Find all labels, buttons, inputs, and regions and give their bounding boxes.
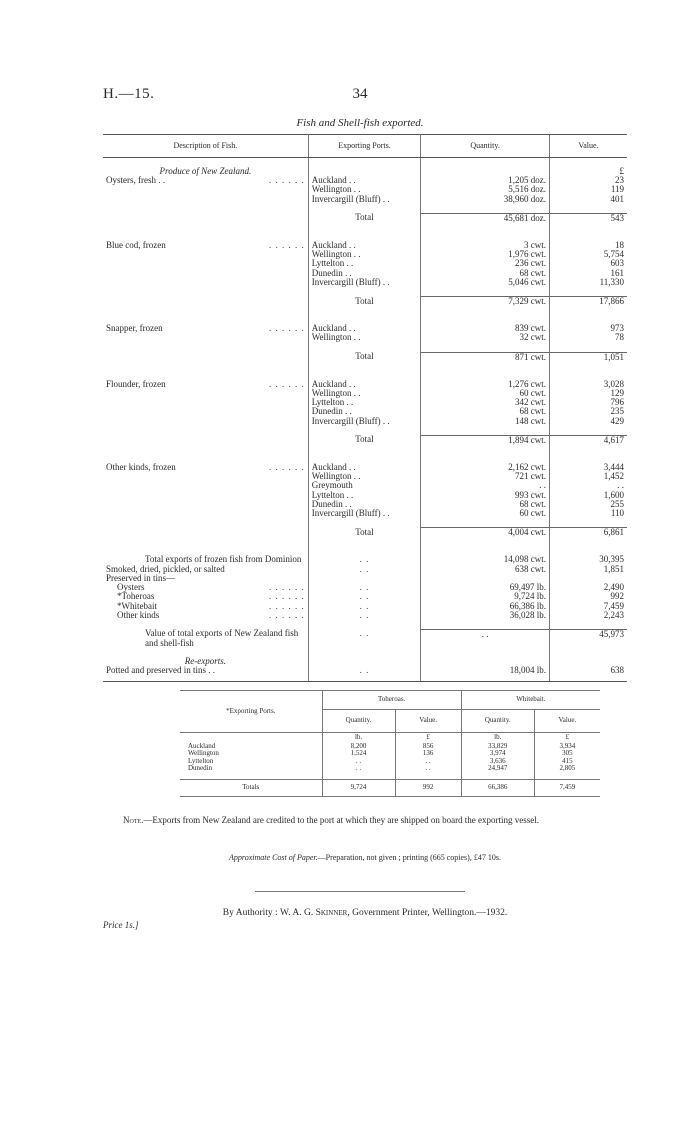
divider-rule [255, 891, 465, 892]
exporting-port: Wellington . . [308, 185, 421, 194]
spacer-cell [549, 204, 627, 214]
table-row [103, 417, 627, 426]
table-row [103, 472, 627, 481]
tins-dots: . . [308, 602, 421, 611]
spacer-cell [421, 204, 550, 214]
group-total-qty: 7,329 cwt. [421, 297, 550, 307]
table-row [103, 333, 627, 342]
quantity-cell: 5,046 cwt. [421, 278, 550, 287]
fish-description-blank [103, 389, 308, 398]
spacer-cell [549, 362, 627, 380]
report-reference: H.—15. [103, 86, 155, 102]
tins-row [103, 611, 627, 620]
quantity-cell: 1,205 doz. [421, 176, 550, 185]
fish-description-blank [103, 491, 308, 500]
spacer-cell [103, 426, 308, 436]
col-value: Value. [549, 135, 627, 158]
group-total-qty: 1,894 cwt. [421, 435, 550, 445]
fish-description-blank [103, 185, 308, 194]
fish-description-blank [103, 213, 308, 223]
value-cell: 235 [610, 406, 624, 417]
price-label: Price 1s.] [103, 920, 139, 930]
quantity-cell: 68 cwt. [421, 269, 550, 278]
exporting-port: Lyttelton . . [308, 398, 421, 407]
quantity-cell: 1,276 cwt. [421, 380, 550, 389]
leader-dots: . . . . . . [268, 600, 305, 611]
spacer-cell [549, 426, 627, 436]
frozen-total-qty: 14,098 cwt. [421, 555, 550, 564]
cost-line [100, 853, 630, 862]
sub-col-toheroas: Toheroas. [322, 691, 461, 710]
value-cell: 129 [610, 388, 624, 399]
reexport-dots: . . [308, 666, 421, 675]
spacer-cell [103, 287, 308, 297]
quantity-cell: 148 cwt. [421, 417, 550, 426]
sub-unit-lb: lb. [461, 733, 534, 744]
sub-col-whitebait: Whitebait. [461, 691, 600, 710]
quantity-cell: 2,162 cwt. [421, 463, 550, 472]
value-cell: 161 [610, 267, 624, 278]
reexport-label: Potted and preserved in tins . . [103, 666, 308, 675]
table-row [103, 509, 627, 518]
fish-exports-table [103, 134, 627, 682]
spacer-cell [103, 362, 308, 380]
fish-description: Blue cod, frozen . . . . . . [103, 241, 308, 250]
spacer-cell [308, 362, 421, 380]
quantity-cell: 839 cwt. [421, 324, 550, 333]
sub-whitebait-qty-cell: 3,974 [461, 750, 534, 757]
value-cell: 3,444 [603, 462, 624, 473]
preserved-heading: Preserved in tins— [103, 574, 308, 583]
bottom-rule-cell [103, 675, 308, 682]
table-row [103, 259, 627, 268]
exporting-port: Invercargill (Bluff) . . [308, 195, 421, 204]
group-total-row [103, 528, 627, 538]
tins-dots: . . [308, 611, 421, 620]
total-label: Total [308, 213, 421, 223]
value-cell: 401 [610, 193, 624, 204]
exporting-port: Auckland . . [308, 463, 421, 472]
sub-toheroas-value: Value. [395, 710, 461, 733]
quantity-cell: 993 cwt. [421, 491, 550, 500]
exporting-port: Invercargill (Bluff) . . [308, 278, 421, 287]
leader-dots: . . . . . . [268, 462, 305, 473]
sub-whitebait-qty-cell: 3,636 [461, 758, 534, 765]
sub-col-ports: *Exporting Ports. [180, 691, 322, 733]
sub-table-row [180, 758, 600, 765]
value-cell: 18 [615, 240, 624, 251]
spacer-cell [549, 537, 627, 555]
group-total-value: 1,051 [549, 352, 627, 362]
table-row [103, 389, 627, 398]
grand-total-row [103, 629, 627, 647]
leader-dots: . . . . . . [268, 175, 305, 186]
leader-dots: . . . . . . [268, 378, 305, 389]
fish-description: Other kinds, frozen . . . . . . [103, 463, 308, 472]
exporting-port: Dunedin . . [308, 407, 421, 416]
tins-value: 2,490 [603, 582, 624, 593]
spacer-cell [421, 426, 550, 436]
sub-whitebait-qty-cell: 24,947 [461, 765, 534, 772]
exporting-port: Lyttelton . . [308, 259, 421, 268]
reexport-row [103, 666, 627, 675]
sub-totals-tv: 992 [395, 779, 461, 796]
spacer-cell [103, 223, 308, 241]
sub-unit-pound: £ [534, 733, 600, 744]
group-total-row [103, 352, 627, 362]
spacer-cell [421, 343, 550, 353]
value-cell: 429 [610, 415, 624, 426]
fish-description-blank [103, 352, 308, 362]
tins-value: 2,243 [603, 609, 624, 620]
spacer-cell [549, 306, 627, 324]
spacer-cell [421, 648, 550, 657]
note-label: Note. [123, 815, 144, 825]
spacer-cell [549, 648, 627, 657]
smoked-dots: . . [308, 565, 421, 574]
sub-whitebait-value-cell: 2,805 [534, 765, 600, 772]
spacer-cell [421, 223, 550, 241]
sub-port: Dunedin [188, 764, 213, 773]
table-row [103, 491, 627, 500]
spacer-cell [103, 204, 308, 214]
leader-dots: . . . . . . [268, 582, 305, 593]
fish-description-blank [103, 500, 308, 509]
table-row [103, 250, 627, 259]
sub-port: Lyttelton [188, 756, 214, 765]
exporting-port: Dunedin . . [308, 269, 421, 278]
cost-label: Approximate Cost of Paper. [229, 853, 318, 862]
smoked-value: 1,851 [603, 563, 624, 574]
spacer-cell [421, 445, 550, 463]
col-quantity: Quantity. [421, 135, 550, 158]
spacer-cell [421, 306, 550, 324]
table-row [103, 324, 627, 333]
authority-suffix: Government Printer, Wellington.—1932. [352, 908, 508, 918]
group-total-qty: 45,681 doz. [421, 213, 550, 223]
sub-whitebait-value-cell: 305 [534, 750, 600, 757]
fish-description-blank [103, 333, 308, 342]
table-row [103, 380, 627, 389]
exporting-port: Invercargill (Bluff) . . [308, 417, 421, 426]
value-cell: 5,754 [603, 249, 624, 260]
value-cell: 119 [610, 184, 624, 195]
frozen-total-label: Total exports of frozen fish from Dominion [103, 555, 308, 564]
sub-whitebait-value: Value. [534, 710, 600, 733]
exporting-port: Auckland . . [308, 241, 421, 250]
fish-description-blank [103, 509, 308, 518]
exporting-port: Auckland . . [308, 176, 421, 185]
fish-description: Oysters, fresh . . . . . . . . [103, 176, 308, 185]
fish-description: Flounder, frozen . . . . . . [103, 380, 308, 389]
value-cell: 110 [610, 508, 624, 519]
quantity-cell: 60 cwt. [421, 389, 550, 398]
sub-toheroas-value-cell: 856 [395, 743, 461, 750]
bottom-rule-cell [421, 675, 550, 682]
spacer-cell [549, 620, 627, 630]
spacer-cell [308, 648, 421, 657]
fish-description: Snapper, frozen . . . . . . [103, 324, 308, 333]
quantity-cell: 3 cwt. [421, 241, 550, 250]
spacer-cell [549, 445, 627, 463]
value-cell: 1,600 [603, 489, 624, 500]
sub-unit-lb: lb. [322, 733, 395, 744]
smoked-label: Smoked, dried, pickled, or salted [103, 565, 308, 574]
sub-totals-wq: 66,386 [461, 779, 534, 796]
fish-description-blank [103, 417, 308, 426]
fish-description-blank [103, 297, 308, 307]
smoked-qty: 638 cwt. [421, 565, 550, 574]
grand-total-qty: . . [421, 629, 550, 647]
tins-label: *Toheroas . . . . . . [103, 592, 308, 601]
sub-toheroas-value-cell: 136 [395, 750, 461, 757]
spacer-cell [308, 223, 421, 241]
table-row [103, 278, 627, 287]
bottom-rule-cell [549, 675, 627, 682]
grand-total-value: 45,973 [549, 629, 627, 647]
table-row [103, 481, 627, 490]
tins-qty: 66,386 lb. [421, 602, 550, 611]
grand-total-dots: . . [308, 629, 421, 647]
spacer-cell [421, 362, 550, 380]
quantity-cell: . . [421, 481, 550, 490]
spacer-cell [308, 445, 421, 463]
exporting-port: Auckland . . [308, 380, 421, 389]
quantity-cell: 32 cwt. [421, 333, 550, 342]
currency-symbol: £ [619, 166, 624, 176]
table-row [103, 463, 627, 472]
page-number: 34 [352, 86, 368, 102]
exporting-port: Invercargill (Bluff) . . [308, 509, 421, 518]
fish-description-blank [103, 435, 308, 445]
spacer-cell [549, 343, 627, 353]
spacer-cell [103, 306, 308, 324]
value-cell: . . [617, 480, 624, 491]
quantity-cell: 236 cwt. [421, 259, 550, 268]
exporting-port: Wellington . . [308, 472, 421, 481]
fish-description-blank [103, 195, 308, 204]
leader-dots: . . . . . . [268, 240, 305, 251]
fish-description-blank [103, 481, 308, 490]
exporting-port: Wellington . . [308, 250, 421, 259]
tins-qty: 9,724 lb. [421, 592, 550, 601]
spacer-cell [308, 306, 421, 324]
spacer-cell [103, 445, 308, 463]
total-label: Total [308, 528, 421, 538]
sub-toheroas-qty-cell: 1,524 [322, 750, 395, 757]
leader-dots: . . . . . . [268, 323, 305, 334]
note-text: —Exports from New Zealand are credited to the port at which they are shipped on board the exporting vessel. [143, 815, 540, 825]
fish-description-blank [103, 269, 308, 278]
tins-value: 7,459 [603, 600, 624, 611]
note-paragraph [103, 815, 627, 826]
col-description: Description of Fish. [103, 135, 308, 158]
sub-table-row [180, 743, 600, 750]
sub-table-row [180, 765, 600, 772]
tins-label: Oysters . . . . . . [103, 583, 308, 592]
quantity-cell: 1,976 cwt. [421, 250, 550, 259]
sub-table-row [180, 750, 600, 757]
sub-toheroas-value-cell: . . [395, 765, 461, 772]
group-total-row [103, 435, 627, 445]
printer-name: W. A. G. Skinner, [280, 908, 350, 918]
exporting-port: Auckland . . [308, 324, 421, 333]
leader-dots: . . . . . . [268, 609, 305, 620]
sub-unit-pound: £ [395, 733, 461, 744]
total-label: Total [308, 435, 421, 445]
tins-label: *Whitebait . . . . . . [103, 602, 308, 611]
spacer-cell [103, 537, 308, 555]
group-total-row [103, 213, 627, 223]
spacer-cell [103, 518, 308, 528]
frozen-total-value: 30,395 [599, 554, 624, 565]
group-total-value: 4,617 [549, 435, 627, 445]
sub-whitebait-qty-cell: 33,829 [461, 743, 534, 750]
value-cell: 973 [610, 323, 624, 334]
group-total-value: 17,866 [549, 297, 627, 307]
tins-qty: 36,028 lb. [421, 611, 550, 620]
quantity-cell: 38,960 doz. [421, 195, 550, 204]
table-row [103, 398, 627, 407]
group-total-value: 543 [549, 213, 627, 223]
spacer-cell [549, 223, 627, 241]
sub-table-body [180, 733, 600, 797]
tins-value: 992 [610, 591, 624, 602]
exporting-port: Wellington . . [308, 333, 421, 342]
table-row [103, 195, 627, 204]
cost-text: —Preparation, not given ; printing (665 copies), £47 10s. [317, 853, 501, 862]
spacer-cell [421, 620, 550, 630]
quantity-cell: 68 cwt. [421, 407, 550, 416]
sub-totals-tq: 9,724 [322, 779, 395, 796]
exporting-port: Lyttelton . . [308, 491, 421, 500]
reexports-heading: Re-exports. [103, 657, 308, 666]
authority-line [103, 908, 627, 918]
value-cell: 3,028 [603, 378, 624, 389]
tins-qty: 69,497 lb. [421, 583, 550, 592]
sub-toheroas-qty-cell: . . [322, 765, 395, 772]
bottom-rule-cell [308, 675, 421, 682]
leader-dots: . . . . . . [268, 591, 305, 602]
table-body [103, 158, 627, 556]
sub-whitebait-value-cell: 3,934 [534, 743, 600, 750]
frozen-total-dots: . . [308, 555, 421, 564]
quantity-cell: 5,516 doz. [421, 185, 550, 194]
quantity-cell: 342 cwt. [421, 398, 550, 407]
value-cell: 23 [615, 175, 624, 186]
exporting-port: Greymouth [308, 481, 421, 490]
group-total-qty: 4,004 cwt. [421, 528, 550, 538]
fish-description-blank [103, 472, 308, 481]
exporting-ports-table [180, 690, 600, 797]
sub-whitebait-value-cell: 415 [534, 758, 600, 765]
value-cell: 255 [610, 498, 624, 509]
sub-totals-label: Totals [180, 779, 322, 796]
sub-toheroas-qty: Quantity. [322, 710, 395, 733]
grand-total-label: Value of total exports of New Zealand fish and shell-fish [103, 629, 308, 647]
reexport-value: 638 [610, 665, 624, 676]
quantity-cell: 68 cwt. [421, 500, 550, 509]
group-total-row [103, 297, 627, 307]
exporting-port: Dunedin . . [308, 500, 421, 509]
spacer-cell [421, 537, 550, 555]
fish-description-blank [103, 250, 308, 259]
produce-heading: Produce of New Zealand. [103, 167, 308, 176]
col-ports: Exporting Ports. [308, 135, 421, 158]
sub-toheroas-qty-cell: . . [322, 758, 395, 765]
fish-description-blank [103, 407, 308, 416]
sub-toheroas-qty-cell: 8,200 [322, 743, 395, 750]
fish-description-blank [103, 398, 308, 407]
sub-whitebait-qty: Quantity. [461, 710, 534, 733]
table-row [103, 176, 627, 185]
tins-dots: . . [308, 583, 421, 592]
total-label: Total [308, 352, 421, 362]
reexport-qty: 18,004 lb. [421, 666, 550, 675]
tins-dots: . . [308, 592, 421, 601]
quantity-cell: 60 cwt. [421, 509, 550, 518]
group-total-value: 6,861 [549, 528, 627, 538]
table-title: Fish and Shell-fish exported. [296, 117, 424, 129]
sub-totals-row [180, 779, 600, 796]
table-row [103, 241, 627, 250]
fish-description-blank [103, 528, 308, 538]
table-summary [103, 555, 627, 681]
tins-label: Other kinds . . . . . . [103, 611, 308, 620]
spacer-cell [308, 537, 421, 555]
sub-port: Auckland [188, 742, 216, 750]
total-label: Total [308, 297, 421, 307]
sub-totals-wv: 7,459 [534, 779, 600, 796]
authority-prefix: By Authority : [222, 908, 278, 918]
value-cell: 11,330 [599, 276, 624, 287]
value-cell: 603 [610, 258, 624, 269]
exporting-port: Wellington . . [308, 389, 421, 398]
fish-description-blank [103, 278, 308, 287]
value-cell: 78 [615, 332, 624, 343]
sub-toheroas-value-cell: . . [395, 758, 461, 765]
sub-port: Wellington [188, 749, 219, 758]
spacer-cell [103, 343, 308, 353]
value-cell: 796 [610, 397, 624, 408]
quantity-cell: 721 cwt. [421, 472, 550, 481]
fish-description-blank [103, 259, 308, 268]
group-total-qty: 871 cwt. [421, 352, 550, 362]
value-cell: 1,452 [603, 471, 624, 482]
